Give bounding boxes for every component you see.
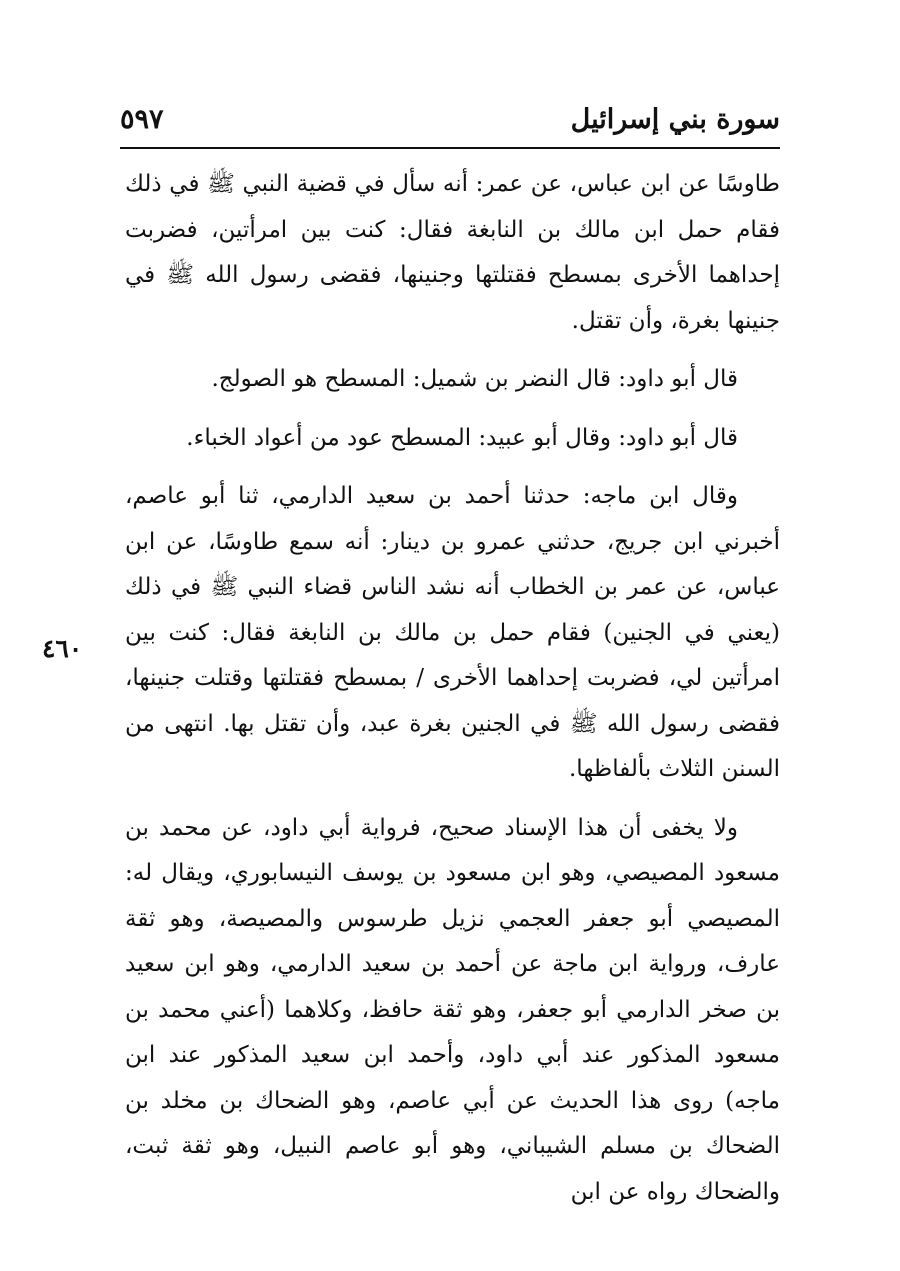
paragraph-4: وقال ابن ماجه: حدثنا أحمد بن سعيد الدارمي، ثنا أبو عاصم، أخبرني ابن جريج، حدثني عمرو بن دينار: أنه سمع طاوسًا، عن ابن عباس، عن عمر بن الخطاب أنه نشد الناس قضاء النبي ﷺ في ذلك (يعني في الجنين) فقام حمل بن مالك بن النابغة فقال: كنت بين امرأتين لي، فضربت إحداهما الأخرى / بمسطح فقتلتها وقتلت جنينها، فقضى رسول الله ﷺ في الجنين بغرة عبد، وأن تقتل بها. انتهى من السنن الثلاث بألفاظها.: [125, 483, 780, 782]
page-header: [120, 100, 780, 144]
running-title: سورة بني إسرائيل: [570, 104, 780, 135]
paragraph-5: ولا يخفى أن هذا الإسناد صحيح، فرواية أبي داود، عن محمد بن مسعود المصيصي، وهو ابن مسعود بن يوسف النيسابوري، ويقال له: المصيصي أبو جعفر العجمي نزيل طرسوس والمصيصة، وهو ثقة عارف، ورواية ابن ماجة عن أحمد بن سعيد الدارمي، وهو ابن سعيد بن صخر الدارمي أبو جعفر، وهو ثقة حافظ، وكلاهما (أعني محمد بن مسعود المذكور عند أبي داود، وأحمد ابن سعيد المذكور عند ابن ماجه) روى هذا الحديث عن أبي عاصم، وهو الضحاك بن مخلد بن الضحاك بن مسلم الشيباني، وهو أبو عاصم النبيل، وهو ثقة ثبت، والضحاك رواه عن ابن: [125, 814, 780, 1205]
page-number: ٥٩٧: [120, 104, 164, 135]
margin-page-reference: ٤٦٠: [42, 634, 83, 663]
header-divider: [120, 147, 780, 149]
paragraph-2: قال أبو داود: قال النضر بن شميل: المسطح هو الصولج.: [211, 366, 738, 392]
paragraph-1: طاوسًا عن ابن عباس، عن عمر: أنه سأل في قضية النبي ﷺ في ذلك فقام حمل ابن مالك بن النابغة فقال: كنت بين امرأتين، فضربت إحداهما الأخرى بمسطح فقتلتها وجنينها، فقضى رسول الله ﷺ في جنينها بغرة، وأن تقتل.: [125, 171, 780, 334]
body-text: [125, 162, 780, 1215]
paragraph-3: قال أبو داود: وقال أبو عبيد: المسطح عود من أعواد الخباء.: [186, 424, 738, 451]
